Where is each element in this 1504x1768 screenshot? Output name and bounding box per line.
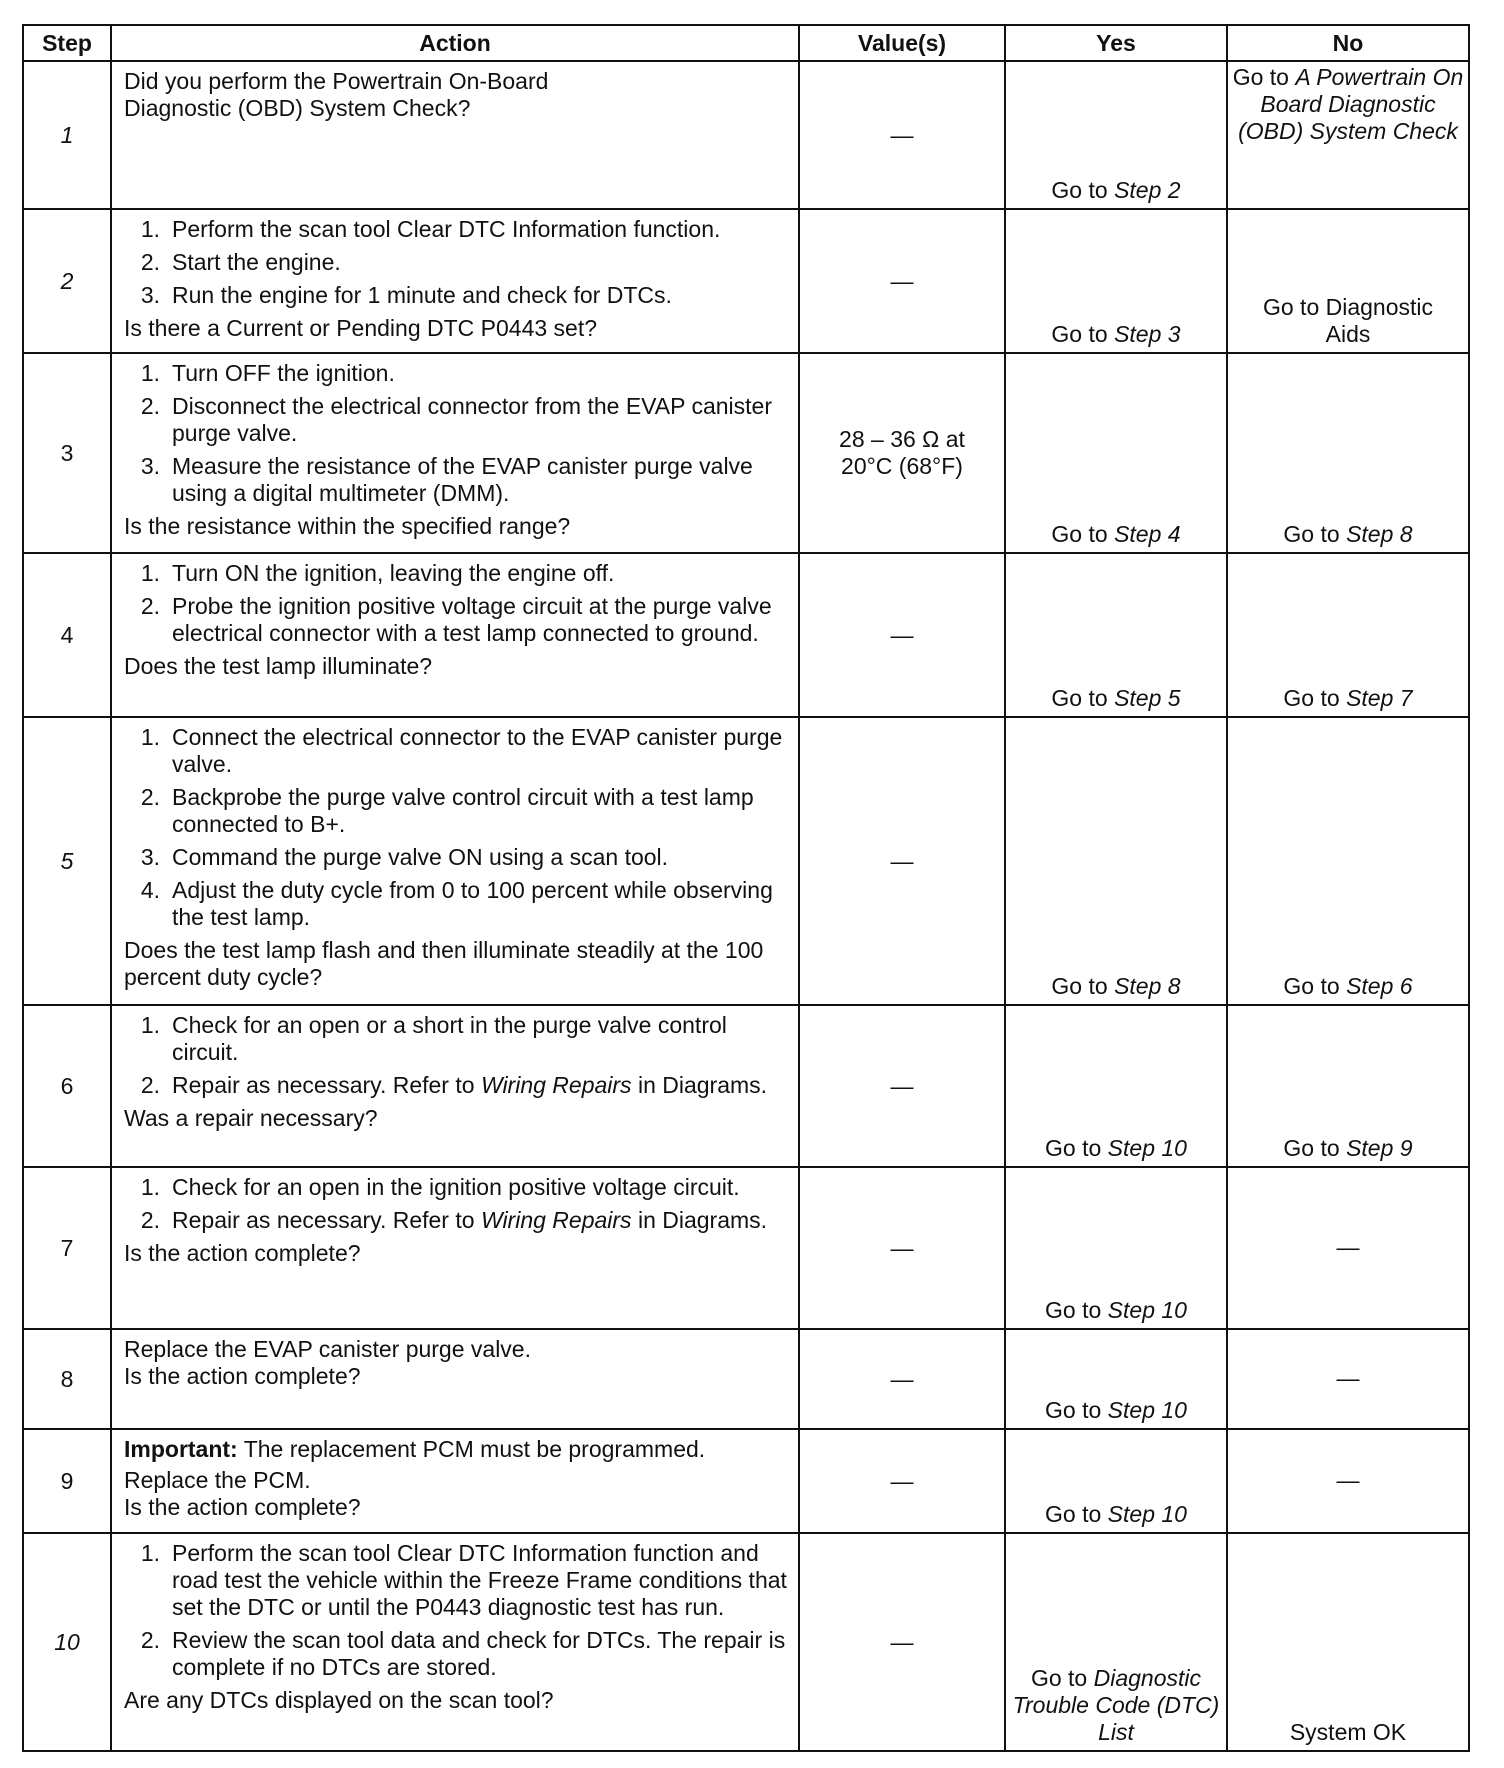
action-steps	[124, 724, 792, 931]
no-cell	[1227, 717, 1469, 1005]
action-question: Is there a Current or Pending DTC P0443 set?	[124, 315, 598, 341]
value-cell: —	[799, 1429, 1005, 1533]
value-cell: —	[799, 61, 1005, 209]
action-cell	[111, 209, 799, 353]
action-cell	[111, 1429, 799, 1533]
no-target-link[interactable]: Step 6	[1346, 973, 1413, 999]
value-cell: —	[799, 1329, 1005, 1429]
list-item: 2. Backprobe the purge valve control circuit with a test lamp connected to B+.	[124, 784, 792, 838]
yes-prefix: Go to	[1030, 1665, 1088, 1691]
no-prefix: Go to	[1232, 64, 1289, 90]
yes-prefix: Go to	[1045, 1501, 1102, 1527]
yes-cell	[1005, 1533, 1227, 1751]
repair-text: Repair as necessary. Refer to	[172, 1207, 475, 1233]
table-row-step-6	[23, 1005, 1469, 1167]
yes-cell	[1005, 353, 1227, 553]
list-item: 1. Turn ON the ignition, leaving the engine off.	[124, 560, 792, 587]
header-values: Value(s)	[799, 25, 1005, 61]
list-item: 3. Run the engine for 1 minute and check for DTCs.	[124, 282, 792, 309]
step-number: 3	[23, 353, 111, 553]
wiring-repairs-link[interactable]: Wiring Repairs	[480, 1072, 632, 1098]
action-cell	[111, 1005, 799, 1167]
yes-prefix: Go to	[1045, 1297, 1102, 1323]
repair-text-end: in Diagrams.	[637, 1207, 768, 1233]
wiring-repairs-link[interactable]: Wiring Repairs	[480, 1207, 632, 1233]
step-number: 4	[23, 553, 111, 717]
action-question: Did you perform the Powertrain On-Board Diagnostic (OBD) System Check?	[124, 68, 549, 121]
no-cell	[1227, 353, 1469, 553]
table-row-step-4	[23, 553, 1469, 717]
action-cell	[111, 1167, 799, 1329]
action-steps	[124, 1174, 792, 1234]
list-item: 1. Check for an open in the ignition positive voltage circuit.	[124, 1174, 792, 1201]
yes-target-link[interactable]: Step 10	[1107, 1397, 1187, 1423]
action-steps	[124, 360, 792, 507]
step-number: 2	[23, 209, 111, 353]
no-target-link[interactable]: Step 7	[1346, 685, 1413, 711]
list-item: 2. Repair as necessary. Refer to Wiring Repairs in Diagrams.	[124, 1207, 792, 1234]
repair-text: Repair as necessary. Refer to	[172, 1072, 475, 1098]
no-cell	[1227, 553, 1469, 717]
action-question: Does the test lamp illuminate?	[124, 653, 433, 679]
table-row-step-3	[23, 353, 1469, 553]
step-number: 8	[23, 1329, 111, 1429]
step-number: 5	[23, 717, 111, 1005]
no-prefix: Go to	[1283, 521, 1340, 547]
yes-target-link[interactable]: Step 4	[1114, 521, 1181, 547]
table-row-step-2	[23, 209, 1469, 353]
list-item-text: Turn OFF the ignition.	[172, 360, 395, 386]
list-item: 1. Turn OFF the ignition.	[124, 360, 792, 387]
no-cell	[1227, 61, 1469, 209]
action-steps	[124, 1540, 792, 1681]
list-item-text: Connect the electrical connector to the EVAP canister purge valve.	[172, 724, 783, 777]
list-item: 4. Adjust the duty cycle from 0 to 100 percent while observing the test lamp.	[124, 877, 792, 931]
value-cell: —	[799, 1167, 1005, 1329]
no-prefix: Go to	[1283, 973, 1340, 999]
header-action: Action	[111, 25, 799, 61]
table-row-step-1	[23, 61, 1469, 209]
action-line: Replace the PCM.	[124, 1467, 311, 1493]
table-row-step-9	[23, 1429, 1469, 1533]
table-row-step-8	[23, 1329, 1469, 1429]
no-target-link[interactable]: Step 8	[1346, 521, 1413, 547]
action-steps	[124, 560, 792, 647]
list-item: 3. Command the purge valve ON using a scan tool.	[124, 844, 792, 871]
step-number: 7	[23, 1167, 111, 1329]
action-cell	[111, 1533, 799, 1751]
list-item-text: Review the scan tool data and check for DTCs. The repair is complete if no DTCs are stored.	[172, 1627, 786, 1680]
action-question: Is the action complete?	[124, 1363, 361, 1389]
list-item-text	[172, 1207, 792, 1234]
important-text: The replacement PCM must be programmed.	[243, 1436, 706, 1462]
list-item: 1. Connect the electrical connector to the EVAP canister purge valve.	[124, 724, 792, 778]
value-cell: —	[799, 1533, 1005, 1751]
yes-cell	[1005, 553, 1227, 717]
list-item-text: Adjust the duty cycle from 0 to 100 percent while observing the test lamp.	[172, 877, 773, 930]
yes-prefix: Go to	[1051, 685, 1108, 711]
action-cell	[111, 717, 799, 1005]
yes-target-link[interactable]: Step 5	[1114, 685, 1181, 711]
list-item: 2. Start the engine.	[124, 249, 792, 276]
yes-cell	[1005, 1005, 1227, 1167]
list-item-text: Turn ON the ignition, leaving the engine off.	[172, 560, 615, 586]
action-cell	[111, 353, 799, 553]
list-item-text: Command the purge valve ON using a scan tool.	[172, 844, 669, 870]
no-cell	[1227, 209, 1469, 353]
yes-target-link[interactable]: Diagnostic Trouble Code (DTC) List	[1012, 1665, 1220, 1745]
list-item: 3. Measure the resistance of the EVAP canister purge valve using a digital multimeter (DMM).	[124, 453, 792, 507]
action-cell	[111, 61, 799, 209]
list-item-text: Backprobe the purge valve control circuit with a test lamp connected to B+.	[172, 784, 754, 837]
no-cell: —	[1227, 1167, 1469, 1329]
yes-target-link[interactable]: Step 2	[1114, 177, 1181, 203]
resistance-spec: 28 – 36 Ω at 20°C (68°F)	[839, 426, 965, 479]
table-row-step-7	[23, 1167, 1469, 1329]
no-cell: —	[1227, 1429, 1469, 1533]
action-question: Was a repair necessary?	[124, 1105, 378, 1131]
list-item-text: Measure the resistance of the EVAP canister purge valve using a digital multimeter (DMM).	[172, 453, 753, 506]
yes-cell	[1005, 1167, 1227, 1329]
list-item: 1. Perform the scan tool Clear DTC Information function and road test the vehicle within the Freeze Frame conditions that set the DTC or until the P0443 diagnostic test has run.	[124, 1540, 792, 1621]
action-question: Is the resistance within the specified range?	[124, 513, 571, 539]
header-step: Step	[23, 25, 111, 61]
yes-target-link[interactable]: Step 10	[1107, 1135, 1187, 1161]
step-number: 10	[23, 1533, 111, 1751]
action-question: Is the action complete?	[124, 1494, 361, 1520]
yes-prefix: Go to	[1051, 321, 1108, 347]
yes-target-link[interactable]: Step 8	[1114, 973, 1181, 999]
diagnostic-table	[22, 24, 1470, 1752]
header-row	[23, 25, 1469, 61]
action-line: Replace the EVAP canister purge valve.	[124, 1336, 531, 1362]
list-item-text: Perform the scan tool Clear DTC Information function.	[172, 216, 721, 242]
important-label: Important:	[124, 1436, 238, 1462]
yes-prefix: Go to	[1051, 521, 1108, 547]
no-prefix: Go to	[1283, 1135, 1340, 1161]
yes-prefix: Go to	[1051, 973, 1108, 999]
yes-cell	[1005, 1329, 1227, 1429]
no-cell	[1227, 1005, 1469, 1167]
list-item-text: Start the engine.	[172, 249, 341, 275]
repair-text-end: in Diagrams.	[637, 1072, 768, 1098]
yes-prefix: Go to	[1051, 177, 1108, 203]
value-cell: —	[799, 717, 1005, 1005]
yes-prefix: Go to	[1045, 1397, 1102, 1423]
list-item-text: Run the engine for 1 minute and check for DTCs.	[172, 282, 672, 308]
no-cell: System OK	[1227, 1533, 1469, 1751]
important-note	[124, 1436, 792, 1463]
yes-target-link[interactable]: Step 3	[1114, 321, 1181, 347]
list-item-text: Perform the scan tool Clear DTC Information function and road test the vehicle within the Freeze Frame conditions that set the DTC or until the P0443 diagnostic test has run.	[172, 1540, 787, 1620]
yes-prefix: Go to	[1045, 1135, 1102, 1161]
list-item: 2. Review the scan tool data and check for DTCs. The repair is complete if no DTCs are stored.	[124, 1627, 792, 1681]
step-number: 9	[23, 1429, 111, 1533]
list-item-text	[172, 1072, 792, 1099]
action-question: Is the action complete?	[124, 1240, 361, 1266]
list-item: 2. Repair as necessary. Refer to Wiring Repairs in Diagrams.	[124, 1072, 792, 1099]
step-number: 6	[23, 1005, 111, 1167]
header-yes: Yes	[1005, 25, 1227, 61]
list-item-text: Disconnect the electrical connector from the EVAP canister purge valve.	[172, 393, 772, 446]
yes-cell	[1005, 209, 1227, 353]
list-item: 1. Check for an open or a short in the purge valve control circuit.	[124, 1012, 792, 1066]
header-no: No	[1227, 25, 1469, 61]
value-cell: —	[799, 1005, 1005, 1167]
yes-target-link[interactable]: Step 10	[1107, 1501, 1187, 1527]
list-item: 2. Probe the ignition positive voltage circuit at the purge valve electrical connector with a test lamp connected to ground.	[124, 593, 792, 647]
no-prefix: Go to	[1283, 685, 1340, 711]
step-number: 1	[23, 61, 111, 209]
yes-cell	[1005, 717, 1227, 1005]
no-target-link[interactable]: A Powertrain On Board Diagnostic (OBD) System Check	[1238, 64, 1464, 144]
action-steps	[124, 216, 792, 309]
no-cell: —	[1227, 1329, 1469, 1429]
value-cell: —	[799, 209, 1005, 353]
list-item-text: Probe the ignition positive voltage circuit at the purge valve electrical connector with a test lamp connected to ground.	[172, 593, 772, 646]
value-cell: —	[799, 553, 1005, 717]
action-question: Does the test lamp flash and then illuminate steadily at the 100 percent duty cycle?	[124, 937, 764, 990]
no-target-link[interactable]: Step 9	[1346, 1135, 1413, 1161]
list-item: 1. Perform the scan tool Clear DTC Information function.	[124, 216, 792, 243]
action-steps	[124, 1012, 792, 1099]
no-target-link[interactable]: Go to Diagnostic Aids	[1262, 294, 1434, 347]
table-row-step-5	[23, 717, 1469, 1005]
action-cell	[111, 1329, 799, 1429]
value-cell	[799, 353, 1005, 553]
action-cell	[111, 553, 799, 717]
yes-target-link[interactable]: Step 10	[1107, 1297, 1187, 1323]
yes-cell	[1005, 61, 1227, 209]
list-item-text: Check for an open or a short in the purge valve control circuit.	[172, 1012, 727, 1065]
action-question: Are any DTCs displayed on the scan tool?	[124, 1687, 554, 1713]
table-row-step-10	[23, 1533, 1469, 1751]
list-item: 2. Disconnect the electrical connector from the EVAP canister purge valve.	[124, 393, 792, 447]
list-item-text: Check for an open in the ignition positive voltage circuit.	[172, 1174, 740, 1200]
yes-cell	[1005, 1429, 1227, 1533]
